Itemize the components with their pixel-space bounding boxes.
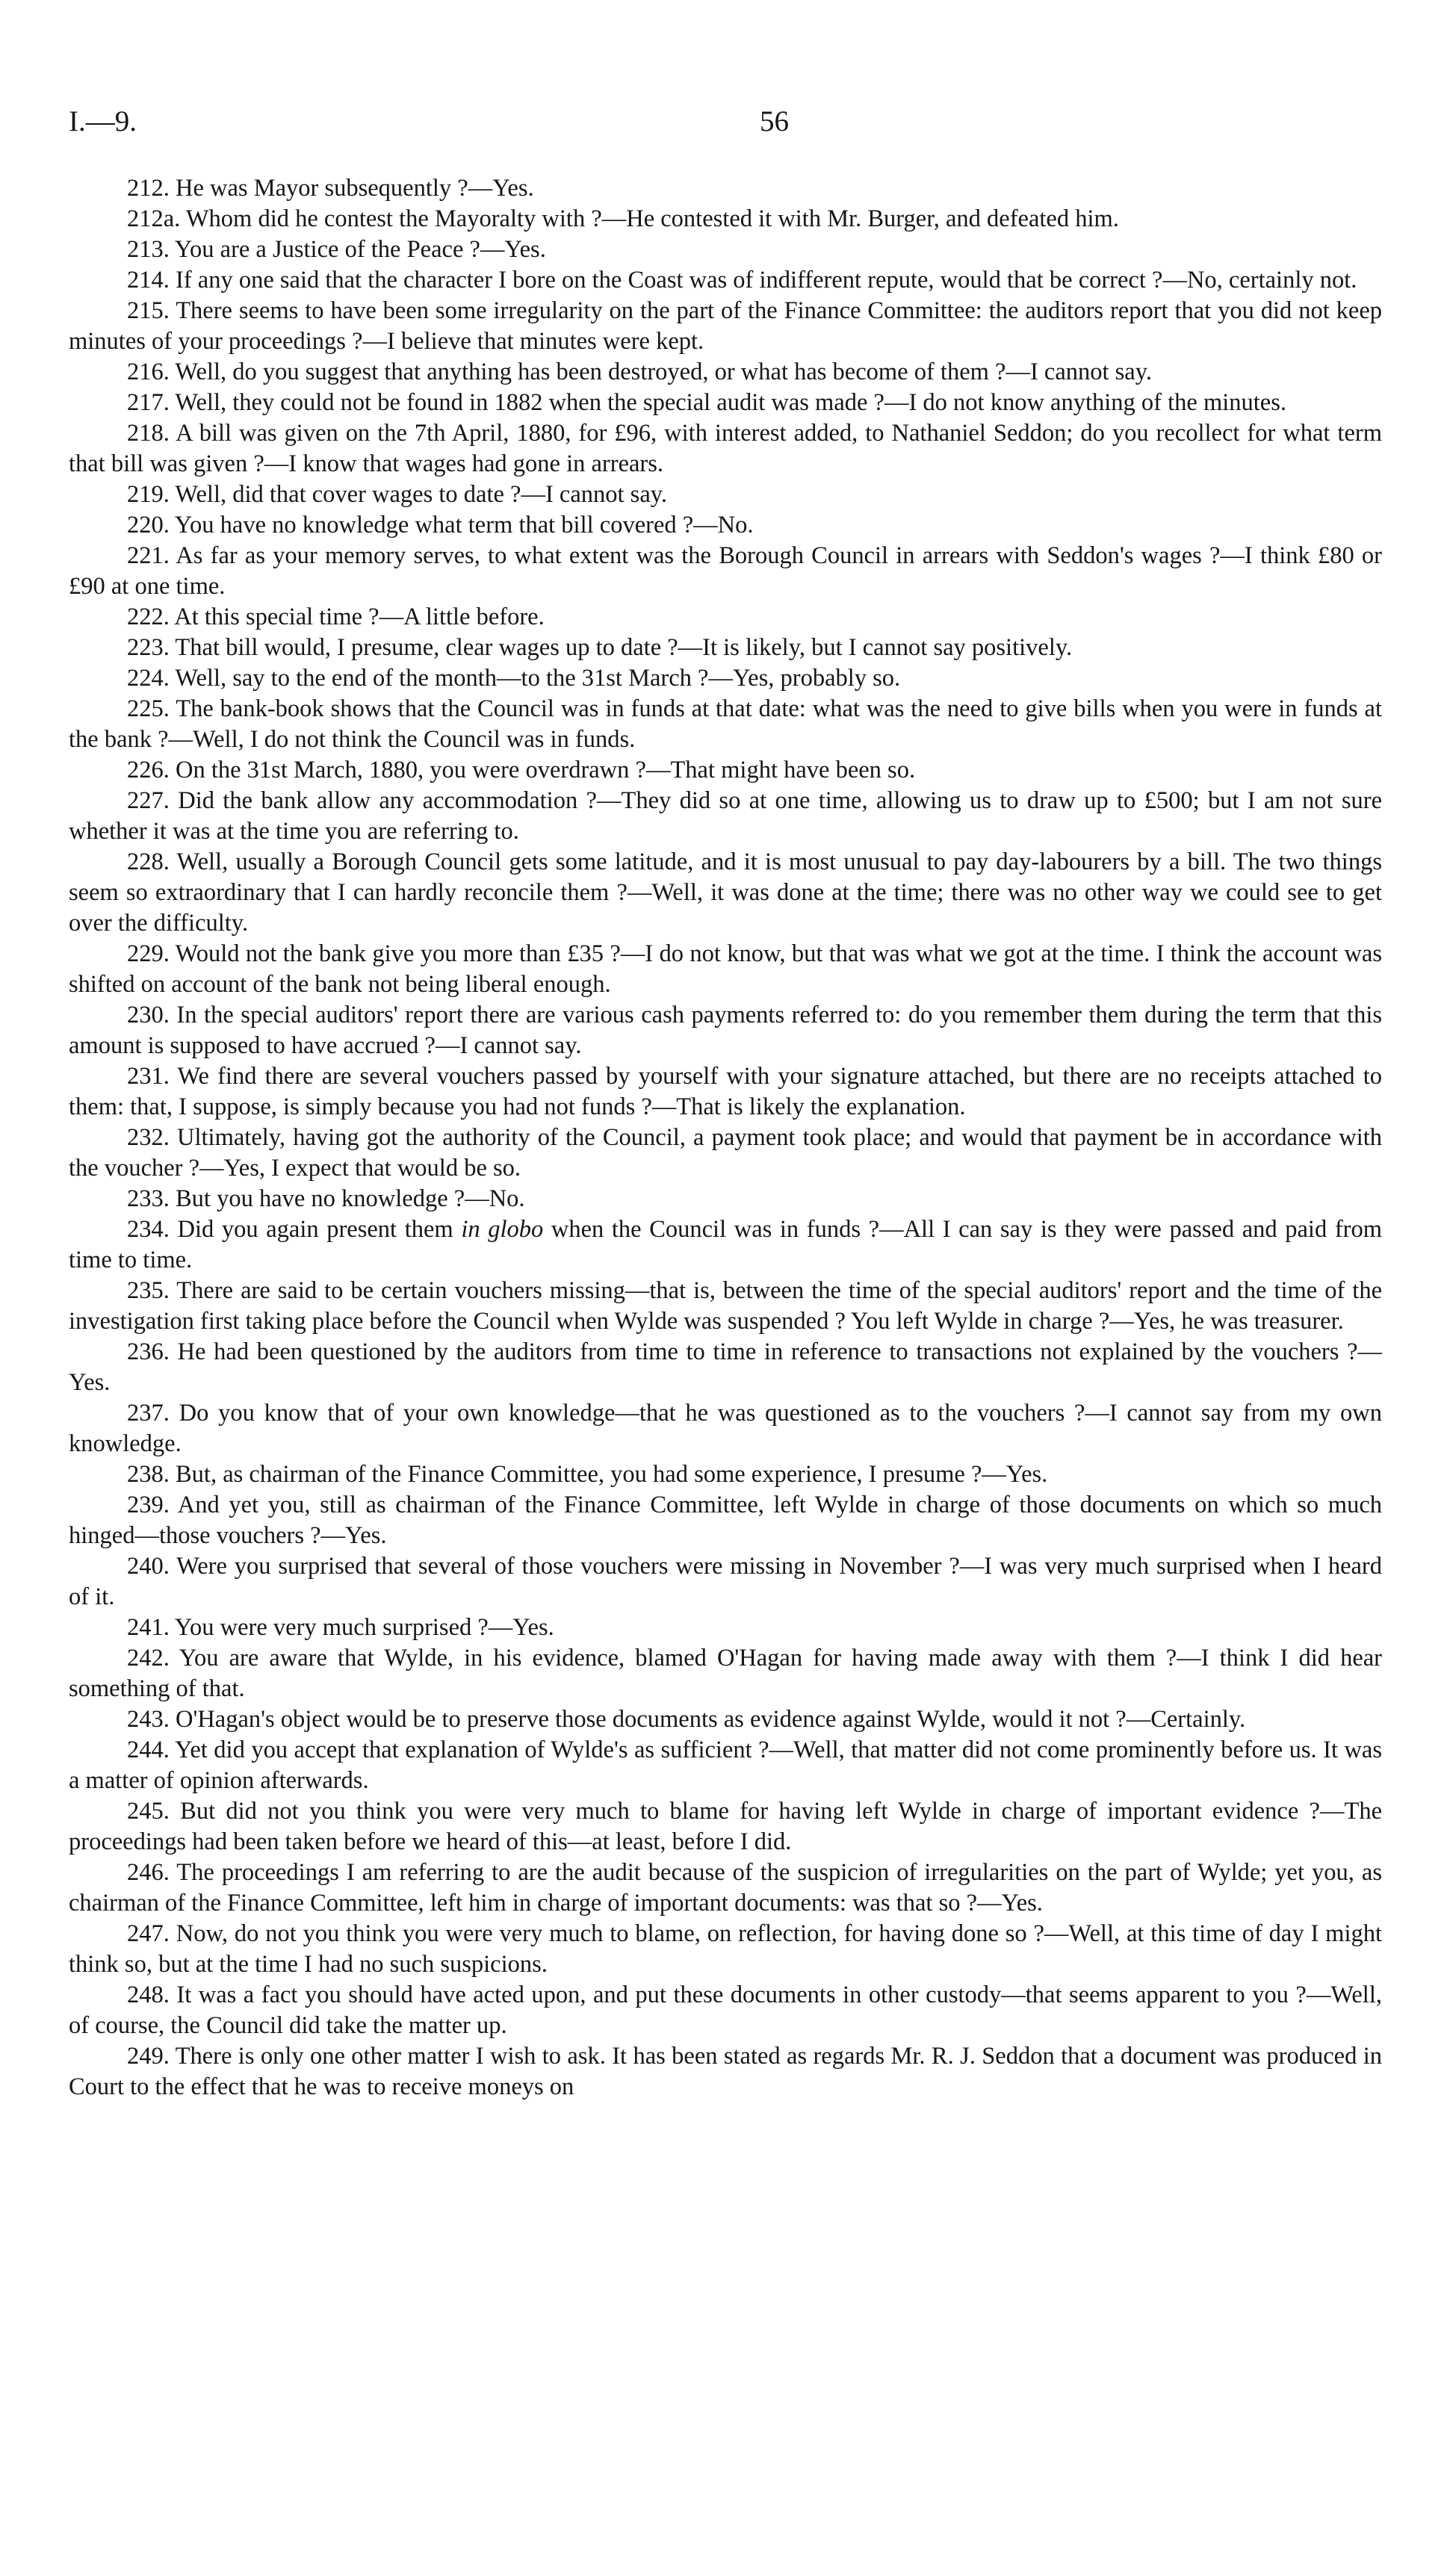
- paragraph-text: You were very much surprised ?—Yes.: [174, 1614, 554, 1641]
- paragraph-248: [69, 1980, 1382, 2041]
- paragraph-222: [69, 602, 1382, 633]
- paragraph-239: [69, 1490, 1382, 1551]
- paragraph-235: [69, 1276, 1382, 1337]
- paragraph-number: 242.: [127, 1645, 170, 1672]
- paragraph-226: [69, 755, 1382, 786]
- paragraph-text: He had been questioned by the auditors from time to time in reference to transactions not explained by the vouchers ?—Yes.: [69, 1338, 1382, 1396]
- paragraph-text: Were you surprised that several of those vouchers were missing in November ?—I was very much surprised when I heard of it.: [69, 1553, 1383, 1610]
- paragraph-number: 241.: [127, 1614, 170, 1641]
- paragraph-number: 219.: [127, 481, 170, 508]
- paragraph-220: [69, 510, 1382, 541]
- paragraph-number: 218.: [127, 420, 170, 447]
- paragraph-237: [69, 1398, 1382, 1459]
- paragraph-text: O'Hagan's object would be to preserve those documents as evidence against Wylde, would it not ?—Certainly.: [176, 1706, 1246, 1733]
- paragraph-number: 246.: [127, 1859, 170, 1886]
- paragraph-text: You have no knowledge what term that bill covered ?—No.: [174, 512, 754, 539]
- paragraph-number: 213.: [127, 236, 170, 263]
- paragraph-227: [69, 786, 1382, 847]
- paragraph-text: Well, they could not be found in 1882 when the special audit was made ?—I do not know anything of the minutes.: [175, 389, 1286, 416]
- paragraph-242: [69, 1643, 1382, 1704]
- paragraph-247: [69, 1919, 1382, 1980]
- paragraph-number: 240.: [127, 1553, 170, 1580]
- paragraph-224: [69, 663, 1382, 694]
- paragraph-246: [69, 1857, 1382, 1919]
- paragraph-212: [69, 173, 1382, 204]
- paragraph-number: 229.: [127, 940, 170, 967]
- paragraph-225: [69, 694, 1382, 755]
- paragraph-text: In the special auditors' report there are various cash payments referred to: do you remember them during the term that this amount is supposed to have accrued ?—I cannot say.: [69, 1002, 1382, 1059]
- paragraph-number: 228.: [127, 848, 170, 875]
- paragraph-number: 220.: [127, 512, 170, 539]
- paragraph-text: But you have no knowledge ?—No.: [176, 1185, 525, 1212]
- paragraph-number: 243.: [127, 1706, 170, 1733]
- paragraph-219: [69, 479, 1382, 510]
- paragraph-number: 226.: [127, 757, 170, 783]
- paragraph-text: There are said to be certain vouchers missing—that is, between the time of the special auditors' report and the time of the investigation first taking place before the Council when Wylde was suspended ? You left Wylde in charge ?—Yes, he was treasurer.: [69, 1277, 1382, 1335]
- paragraph-text: It was a fact you should have acted upon, and put these documents in other custody—that seems apparent to you ?—Well, of course, the Council did take the matter up.: [69, 1981, 1382, 2039]
- paragraph-223: [69, 633, 1382, 663]
- paragraph-number: 245.: [127, 1798, 170, 1825]
- paragraph-text: You are aware that Wylde, in his evidence, blamed O'Hagan for having made away with them ?—I think I did hear something of that.: [69, 1645, 1383, 1702]
- paragraph-text: Did you again present them: [177, 1216, 462, 1243]
- paragraph-245: [69, 1796, 1382, 1857]
- paragraph-243: [69, 1704, 1382, 1735]
- paragraph-text: Well, usually a Borough Council gets some latitude, and it is most unusual to pay day-labourers by a bill. The two things seem so extraordinary that I can hardly reconcile them ?—Well, it was done at the time; there was no other way we could see to get over the difficulty.: [69, 848, 1382, 937]
- paragraph-text: On the 31st March, 1880, you were overdrawn ?—That might have been so.: [176, 757, 916, 783]
- paragraph-number: 234.: [127, 1216, 170, 1243]
- paragraph-text: when the Council was in funds ?—All I can say is they were passed and paid from time to time.: [69, 1216, 1383, 1273]
- paragraph-text: At this special time ?—A little before.: [174, 603, 545, 630]
- paragraph-text: As far as your memory serves, to what extent was the Borough Council in arrears with Seddon's wages ?—I think £80 or £90 at one time.: [69, 542, 1382, 600]
- paragraph-number: 221.: [127, 542, 170, 569]
- paragraph-text: And yet you, still as chairman of the Finance Committee, left Wylde in charge of those documents on which so much hinged—those vouchers ?—Yes.: [69, 1492, 1382, 1549]
- paragraph-text: The bank-book shows that the Council was in funds at that date: what was the need to give bills when you were in funds at the bank ?—Well, I do not think the Council was in funds.: [69, 695, 1382, 753]
- paragraph-number: 247.: [127, 1920, 170, 1947]
- paragraph-number: 224.: [127, 665, 170, 692]
- paragraph-number: 227.: [127, 787, 170, 814]
- paragraph-number: 235.: [127, 1277, 170, 1304]
- paragraph-number: 223.: [127, 634, 170, 661]
- paragraph-text: Did the bank allow any accommodation ?—They did so at one time, allowing us to draw up to £500; but I am not sure whether it was at the time you are referring to.: [69, 787, 1383, 845]
- paragraph-text: There seems to have been some irregularity on the part of the Finance Committee: the auditors report that you did not keep minutes of your proceedings ?—I believe that minutes were kept.: [69, 297, 1382, 355]
- paragraph-number: 212.: [127, 175, 170, 202]
- paragraph-249: [69, 2041, 1382, 2102]
- page-number: 56: [760, 105, 789, 137]
- page-header: [69, 105, 1384, 149]
- paragraph-238: [69, 1459, 1382, 1490]
- paragraph-229: [69, 939, 1382, 1000]
- paragraph-number: 239.: [127, 1492, 170, 1518]
- paper-code: I.—9.: [69, 105, 137, 137]
- paragraph-text: Whom did he contest the Mayoralty with ?—He contested it with Mr. Burger, and defeated him.: [185, 205, 1119, 232]
- paragraph-number: 236.: [127, 1338, 170, 1365]
- paragraph-text: Well, say to the end of the month—to the 31st March ?—Yes, probably so.: [175, 665, 901, 692]
- paragraph-218: [69, 418, 1382, 479]
- paragraph-241: [69, 1613, 1382, 1643]
- paragraph-text: Well, do you suggest that anything has been destroyed, or what has become of them ?—I cannot say.: [175, 359, 1152, 385]
- paragraph-text: That bill would, I presume, clear wages up to date ?—It is likely, but I cannot say positively.: [175, 634, 1073, 661]
- paragraph-text: Ultimately, having got the authority of the Council, a payment took place; and would that payment be in accordance with the voucher ?—Yes, I expect that would be so.: [69, 1124, 1383, 1182]
- paragraph-text: Do you know that of your own knowledge—that he was questioned as to the vouchers ?—I cannot say from my own knowledge.: [69, 1400, 1383, 1457]
- paragraph-240: [69, 1551, 1382, 1613]
- paragraph-215: [69, 296, 1382, 357]
- paragraph-217: [69, 388, 1382, 418]
- paragraph-text: Well, did that cover wages to date ?—I cannot say.: [175, 481, 668, 508]
- paragraph-text: We find there are several vouchers passed by yourself with your signature attached, but there are no receipts attached to them: that, I suppose, is simply because you had not funds ?—That is likely the explanation.: [69, 1063, 1382, 1120]
- paragraph-234: [69, 1214, 1382, 1276]
- paragraph-text: He was Mayor subsequently ?—Yes.: [176, 175, 534, 202]
- paragraph-214: [69, 265, 1382, 296]
- paragraph-236: [69, 1337, 1382, 1398]
- paragraph-text: The proceedings I am referring to are the audit because of the suspicion of irregularities on the part of Wylde; yet you, as chairman of the Finance Committee, left him in charge of important documents: was that so ?—Yes.: [69, 1859, 1382, 1917]
- paragraph-number: 212a.: [127, 205, 181, 232]
- paragraph-232: [69, 1123, 1382, 1184]
- paragraph-number: 237.: [127, 1400, 170, 1427]
- paragraph-244: [69, 1735, 1382, 1796]
- paragraph-text: There is only one other matter I wish to ask. It has been stated as regards Mr. R. J. Seddon that a document was produced in Court to the effect that he was to receive moneys on: [69, 2043, 1382, 2100]
- paragraph-number: 215.: [127, 297, 170, 324]
- paragraph-number: 244.: [127, 1737, 170, 1763]
- paragraph-number: 233.: [127, 1185, 170, 1212]
- paragraph-number: 222.: [127, 603, 170, 630]
- paragraph-number: 248.: [127, 1981, 170, 2008]
- paragraph-text: But did not you think you were very much to blame for having left Wylde in charge of important evidence ?—The proceedings had been taken before we heard of this—at least, before I did.: [69, 1798, 1383, 1855]
- paragraph-number: 225.: [127, 695, 170, 722]
- paragraph-text: Yet did you accept that explanation of Wylde's as sufficient ?—Well, that matter did not come prominently before us. It was a matter of opinion afterwards.: [69, 1737, 1383, 1794]
- paragraph-number: 230.: [127, 1002, 170, 1028]
- paragraph-number: 216.: [127, 359, 170, 385]
- paragraph-231: [69, 1061, 1382, 1123]
- paragraph-text: A bill was given on the 7th April, 1880, for £96, with interest added, to Nathaniel Seddon; do you recollect for what term that bill was given ?—I know that wages had gone in arrears.: [69, 420, 1382, 477]
- document-body: [69, 173, 1382, 2102]
- paragraph-230: [69, 1000, 1382, 1061]
- paragraph-number: 238.: [127, 1461, 170, 1488]
- paragraph-text: If any one said that the character I bore on the Coast was of indifferent repute, would that be correct ?—No, certainly not.: [176, 267, 1357, 294]
- paragraph-number: 217.: [127, 389, 170, 416]
- paragraph-text: Would not the bank give you more than £35 ?—I do not know, but that was what we got at the time. I think the account was shifted on account of the bank not being liberal enough.: [69, 940, 1382, 998]
- paragraph-number: 232.: [127, 1124, 170, 1151]
- paragraph-number: 231.: [127, 1063, 170, 1090]
- paragraph-228: [69, 847, 1382, 939]
- paragraph-number: 249.: [127, 2043, 170, 2070]
- paragraph-number: 214.: [127, 267, 170, 294]
- paragraph-216: [69, 357, 1382, 388]
- paragraph-221: [69, 541, 1382, 602]
- paragraph-213: [69, 235, 1382, 265]
- italic-phrase: in globo: [461, 1216, 544, 1243]
- paragraph-212a: [69, 204, 1382, 235]
- paragraph-text: Now, do not you think you were very much to blame, on reflection, for having done so ?—Well, at this time of day I might think so, but at the time I had no such suspicions.: [69, 1920, 1383, 1978]
- paragraph-233: [69, 1184, 1382, 1214]
- paragraph-text: You are a Justice of the Peace ?—Yes.: [174, 236, 546, 263]
- paragraph-text: But, as chairman of the Finance Committee, you had some experience, I presume ?—Yes.: [176, 1461, 1048, 1488]
